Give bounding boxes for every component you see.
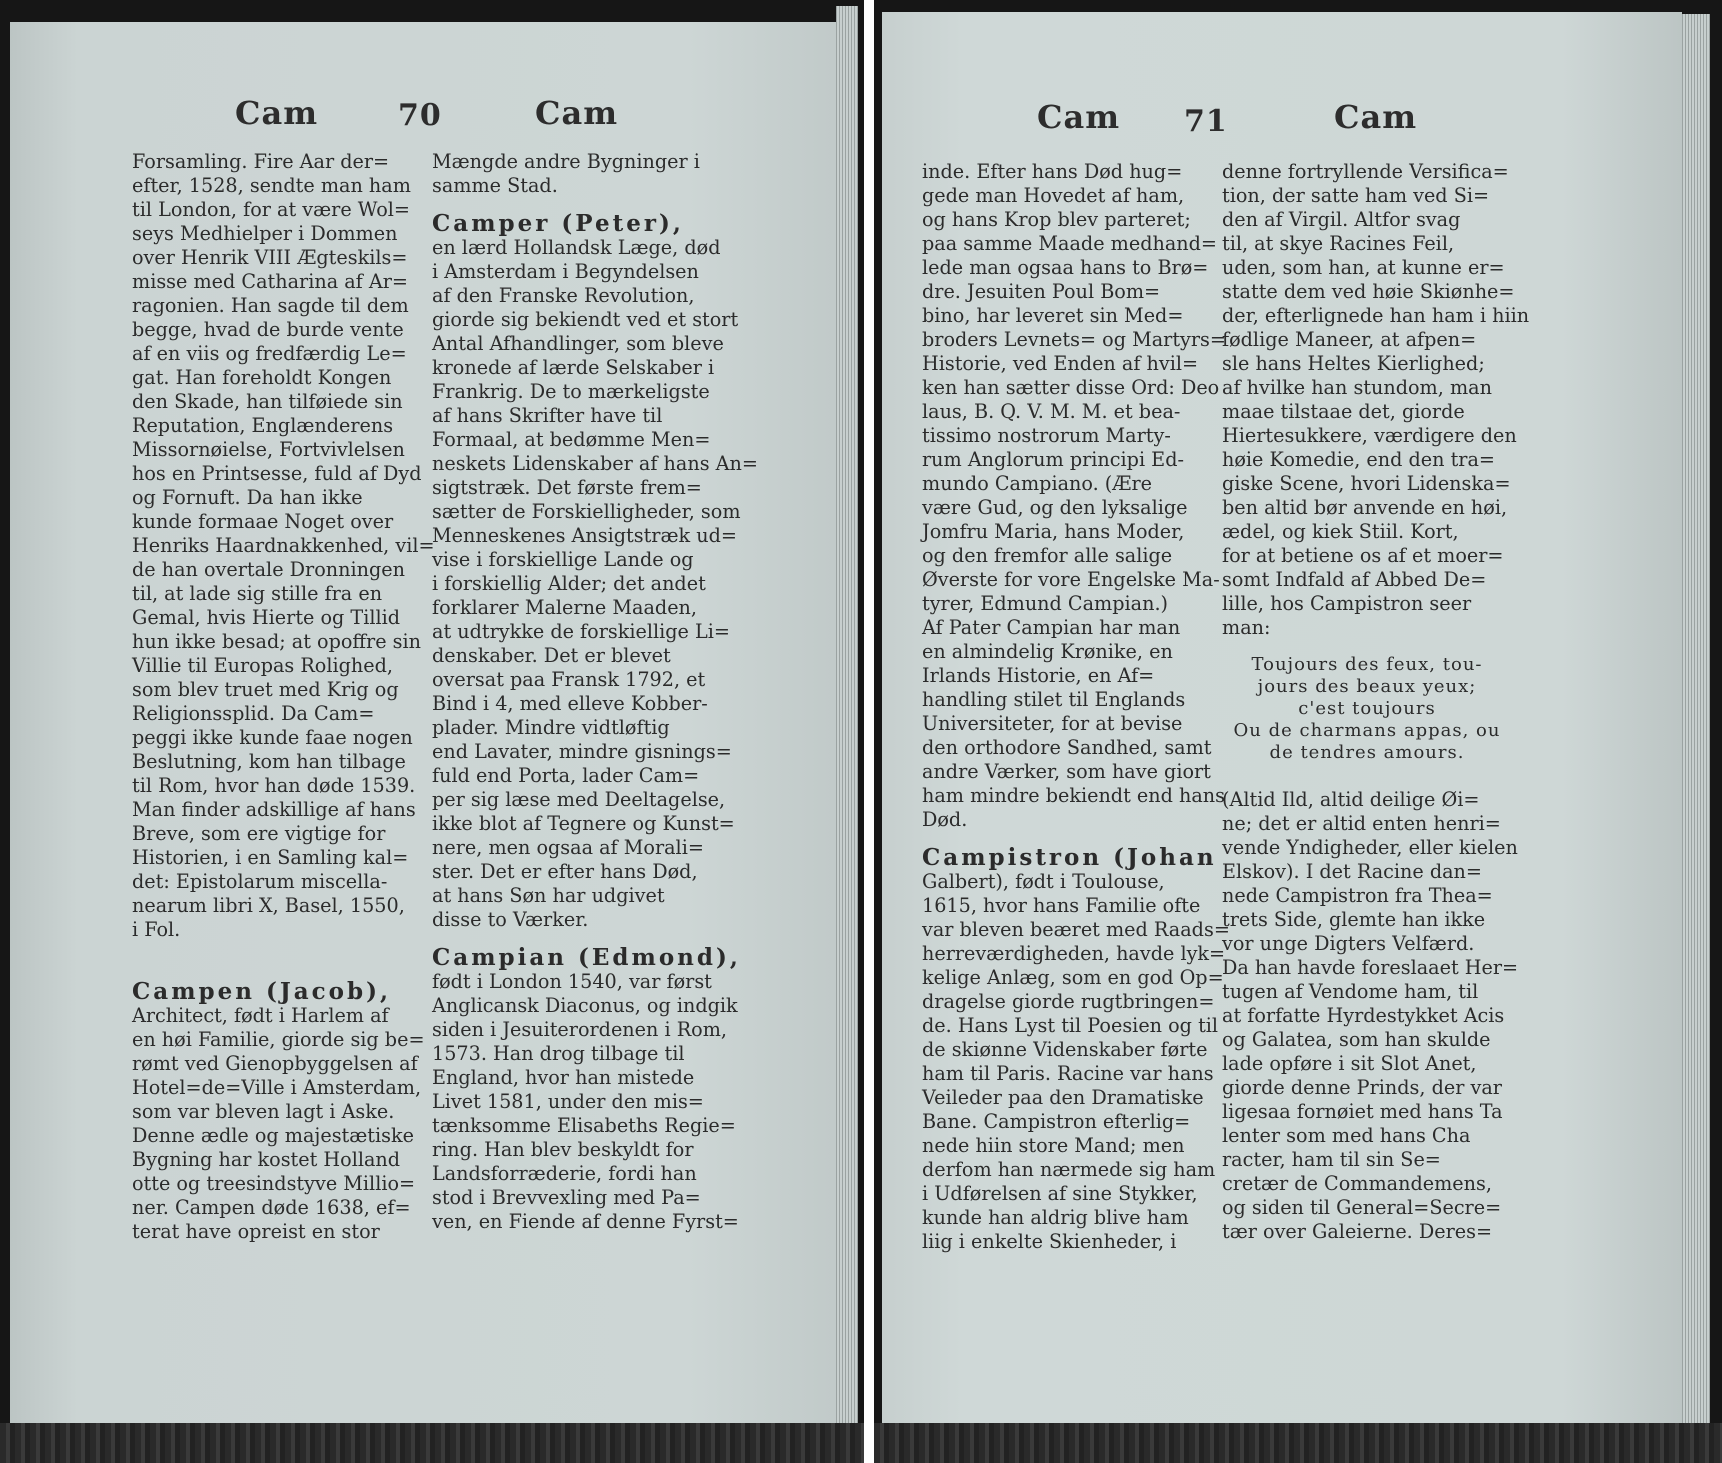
text-line: Af Pater Campian har man <box>922 616 1181 639</box>
right-page <box>882 12 1682 1434</box>
text-line: Galbert), født i Toulouse, <box>922 870 1165 893</box>
left-binding-strip <box>0 1423 864 1463</box>
text-line: herreværdigheden, havde lyk= <box>922 942 1226 965</box>
text-line: der, efterlignede han ham i hiin <box>1222 304 1530 327</box>
text-line: rum Anglorum principi Ed- <box>922 448 1184 471</box>
text-line: var bleven beæret med Raads= <box>922 918 1230 941</box>
text-line: født i London 1540, var først <box>432 970 712 993</box>
text-line: denskaber. Det er blevet <box>432 644 671 667</box>
text-line: handling stilet til Englands <box>922 688 1186 711</box>
text-line: tænksomme Elisabeths Regie= <box>432 1114 736 1137</box>
text-line: og Fornuft. Da han ikke <box>132 486 363 509</box>
text-line: Henriks Haardnakkenhed, vil= <box>132 534 435 557</box>
right-page-scan <box>874 0 1722 1463</box>
text-line: disse to Værker. <box>432 908 589 931</box>
text-line: og siden til General=Secre= <box>1222 1196 1502 1219</box>
left-page <box>10 22 858 1442</box>
text-line: ædel, og kiek Stiil. Kort, <box>1222 520 1459 543</box>
text-line: fuld end Porta, lader Cam= <box>432 764 700 787</box>
text-line: tion, der satte ham ved Si= <box>1222 184 1490 207</box>
right-page-edges <box>1682 14 1710 1440</box>
text-line: Død. <box>922 808 968 831</box>
text-line: Architect, født i Harlem af <box>132 1004 389 1027</box>
text-line: uden, som han, at kunne er= <box>1222 256 1505 279</box>
text-line: Bind i 4, med elleve Kobber- <box>432 692 708 715</box>
text-line: ham mindre bekiendt end hans <box>922 784 1225 807</box>
text-line: af hvilke han stundom, man <box>1222 376 1492 399</box>
text-line: de han overtale Dronningen <box>132 558 405 581</box>
text-line: i Udførelsen af sine Stykker, <box>922 1182 1198 1205</box>
text-line: Veileder paa den Dramatiske <box>922 1086 1204 1109</box>
text-line: hos en Printsesse, fuld af Dyd <box>132 462 422 485</box>
text-line: neskets Lidenskaber af hans An= <box>432 452 758 475</box>
text-line: Anglicansk Diaconus, og indgik <box>432 994 738 1017</box>
text-line: misse med Catharina af Ar= <box>132 270 408 293</box>
text-line: de. Hans Lyst til Poesien og til <box>922 1014 1219 1037</box>
quotation-line: jours des beaux yeux; <box>1257 676 1477 697</box>
text-line: kunde han aldrig blive ham <box>922 1206 1189 1229</box>
text-line: gede man Hovedet af ham, <box>922 184 1185 207</box>
text-line: trets Side, glemte han ikke <box>1222 908 1486 931</box>
text-line: Breve, som ere vigtige for <box>132 822 386 845</box>
text-line: peggi ikke kunde faae nogen <box>132 726 413 749</box>
text-line: nearum libri X, Basel, 1550, <box>132 894 405 917</box>
text-line: sigtstræk. Det første frem= <box>432 476 702 499</box>
text-line: ven, en Fiende af denne Fyrst= <box>432 1210 739 1233</box>
text-line: en høi Familie, giorde sig be= <box>132 1028 425 1051</box>
text-line: ben altid bør anvende en høi, <box>1222 496 1508 519</box>
text-line: dre. Jesuiten Poul Bom= <box>922 280 1161 303</box>
left-header-right: Cam <box>535 94 619 132</box>
left-column-1 <box>132 150 435 1244</box>
text-line: lede man ogsaa hans to Brø= <box>922 256 1209 279</box>
right-header-left: Cam <box>1037 98 1121 136</box>
text-line: liig i enkelte Skienheder, i <box>922 1230 1177 1253</box>
text-line: Jomfru Maria, hans Moder, <box>922 520 1185 543</box>
text-line: ham til Paris. Racine var hans <box>922 1062 1214 1085</box>
text-line: kelige Anlæg, som en god Op= <box>922 966 1224 989</box>
text-line: 1573. Han drog tilbage til <box>432 1042 685 1065</box>
text-line: tær over Galeierne. Deres= <box>1222 1220 1493 1243</box>
right-binding-strip <box>874 1423 1722 1463</box>
text-line: begge, hvad de burde vente <box>132 318 404 341</box>
text-line: høie Komedie, end den tra= <box>1222 448 1495 471</box>
entry-heading: Campen (Jacob), <box>132 978 391 1005</box>
paragraph-gap <box>1222 640 1522 654</box>
text-line: Hiertesukkere, værdigere den <box>1222 424 1517 447</box>
text-line: kronede af lærde Selskaber i <box>432 356 715 379</box>
text-line: Formaal, at bedømme Men= <box>432 428 711 451</box>
left-column-2 <box>432 150 758 1234</box>
text-line: lenter som med hans Cha <box>1222 1124 1471 1147</box>
text-line: i Fol. <box>132 918 181 941</box>
text-line: af hans Skrifter have til <box>432 404 663 427</box>
quotation-line: c'est toujours <box>1298 698 1436 719</box>
text-line: stod i Brevvexling med Pa= <box>432 1186 701 1209</box>
text-line: seys Medhielper i Dommen <box>132 222 398 245</box>
text-line: paa samme Maade medhand= <box>922 232 1217 255</box>
text-line: gat. Han foreholdt Kongen <box>132 366 392 389</box>
text-line: ligesaa fornøiet med hans Ta <box>1222 1100 1503 1123</box>
text-line: end Lavater, mindre gisnings= <box>432 740 732 763</box>
text-line: den Skade, han tilføiede sin <box>132 390 403 413</box>
text-line: over Henrik VIII Ægteskils= <box>132 246 408 269</box>
text-line: det: Epistolarum miscella- <box>132 870 388 893</box>
left-page-edges <box>836 6 858 1446</box>
text-line: cretær de Commandemens, <box>1222 1172 1492 1195</box>
text-line: Elskov). I det Racine dan= <box>1222 860 1482 883</box>
text-line: at udtrykke de forskiellige Li= <box>432 620 730 643</box>
text-line: en lærd Hollandsk Læge, død <box>432 236 721 259</box>
text-line: tugen af Vendome ham, til <box>1222 980 1479 1003</box>
quotation-line: Ou de charmans appas, ou <box>1233 720 1501 741</box>
text-line: hun ikke besad; at opoffre sin <box>132 630 422 653</box>
text-line: mundo Campiano. (Ære <box>922 472 1153 495</box>
text-line: vise i forskiellige Lande og <box>432 548 694 571</box>
text-line: Villie til Europas Rolighed, <box>132 654 394 677</box>
text-line: otte og treesindstyve Millio= <box>132 1172 416 1195</box>
entry-heading: Camper (Peter), <box>432 210 684 237</box>
text-line: Øverste for vore Engelske Ma- <box>922 568 1220 591</box>
text-line: plader. Mindre vidtløftig <box>432 716 670 739</box>
text-line: giorde sig bekiendt ved et stort <box>432 308 739 331</box>
text-line: efter, 1528, sendte man ham <box>132 174 411 197</box>
text-line: sle hans Heltes Kierlighed; <box>1222 352 1485 375</box>
text-line: Man finder adskillige af hans <box>132 798 416 821</box>
text-line: Hotel=de=Ville i Amsterdam, <box>132 1076 422 1099</box>
text-line: giske Scene, hvori Lidenska= <box>1222 472 1511 495</box>
text-line: Bane. Campistron efterlig= <box>922 1110 1191 1133</box>
text-line: Historien, i en Samling kal= <box>132 846 409 869</box>
text-line: at hans Søn har udgivet <box>432 884 665 907</box>
text-line: nede hiin store Mand; men <box>922 1134 1185 1157</box>
text-line: Denne ædle og majestætiske <box>132 1124 414 1147</box>
entry-heading: Campistron (Johan <box>922 844 1217 871</box>
text-line: fødlige Maneer, at afpen= <box>1222 328 1477 351</box>
text-line: dragelse giorde rugtbringen= <box>922 990 1215 1013</box>
text-line: lille, hos Campistron seer <box>1222 592 1472 615</box>
text-line: nede Campistron fra Thea= <box>1222 884 1493 907</box>
text-line: ikke blot af Tegnere og Kunst= <box>432 812 735 835</box>
text-line: statte dem ved høie Skiønhe= <box>1222 280 1515 303</box>
text-line: Reputation, Englænderens <box>132 414 394 437</box>
text-line: Gemal, hvis Hierte og Tillid <box>132 606 401 629</box>
text-line: og den fremfor alle salige <box>922 544 1173 567</box>
text-line: vor unge Digters Velfærd. <box>1222 932 1475 955</box>
text-line: til London, for at være Wol= <box>132 198 410 221</box>
text-line: derfom han nærmede sig ham <box>922 1158 1216 1181</box>
text-line: (Altid Ild, altid deilige Øi= <box>1222 788 1480 811</box>
text-line: Forsamling. Fire Aar der= <box>132 150 390 173</box>
text-line: ragonien. Han sagde til dem <box>132 294 409 317</box>
text-line: giorde denne Prinds, der var <box>1222 1076 1502 1099</box>
text-line: nere, men ogsaa af Morali= <box>432 836 704 859</box>
text-line: 1615, hvor hans Familie ofte <box>922 894 1201 917</box>
text-line: forklarer Malerne Maaden, <box>432 596 698 619</box>
text-line: Frankrig. De to mærkeligste <box>432 380 710 403</box>
text-line: samme Stad. <box>432 174 558 197</box>
right-page-number: 71 <box>1184 104 1228 139</box>
text-line: og Galatea, som han skulde <box>1222 1028 1491 1051</box>
text-line: siden i Jesuiterordenen i Rom, <box>432 1018 727 1041</box>
text-line: maae tilstaae det, giorde <box>1222 400 1465 423</box>
entry-heading: Campian (Edmond), <box>432 944 741 971</box>
paragraph-gap <box>1222 764 1522 788</box>
text-line: Da han havde foreslaaet Her= <box>1222 956 1519 979</box>
text-line: Bygning har kostet Holland <box>132 1148 401 1171</box>
text-line: Historie, ved Enden af hvil= <box>922 352 1199 375</box>
text-line: og hans Krop blev parteret; <box>922 208 1191 231</box>
text-line: Missornøielse, Fortvivlelsen <box>132 438 405 461</box>
left-page-number: 70 <box>398 98 442 133</box>
text-line: Landsforræderie, fordi han <box>432 1162 697 1185</box>
text-line: Livet 1581, under den mis= <box>432 1090 704 1113</box>
text-line: bino, har leveret sin Med= <box>922 304 1184 327</box>
text-line: racter, ham til sin Se= <box>1222 1148 1441 1171</box>
quotation-line: Toujours des feux, tou- <box>1251 654 1483 675</box>
text-line: inde. Efter hans Død hug= <box>922 160 1183 183</box>
text-line: til, at skye Racines Feil, <box>1222 232 1455 255</box>
text-line: Menneskenes Ansigtstræk ud= <box>432 524 737 547</box>
text-line: sætter de Forskielligheder, som <box>432 500 741 523</box>
text-line: vende Yndigheder, eller kielen <box>1222 836 1518 859</box>
text-line: ster. Det er efter hans Død, <box>432 860 698 883</box>
text-line: af den Franske Revolution, <box>432 284 695 307</box>
text-line: laus, B. Q. V. M. M. et bea- <box>922 400 1181 423</box>
text-line: den af Virgil. Altfor svag <box>1222 208 1461 231</box>
text-line: andre Værker, som have giort <box>922 760 1211 783</box>
text-line: terat have opreist en stor <box>132 1220 380 1243</box>
text-line: denne fortryllende Versifica= <box>1222 160 1509 183</box>
text-line: Antal Afhandlinger, som bleve <box>432 332 724 355</box>
text-line: for at betiene os af et moer= <box>1222 544 1504 567</box>
text-line: ner. Campen døde 1638, ef= <box>132 1196 411 1219</box>
right-column-1 <box>922 160 1230 1254</box>
text-line: en almindelig Krønike, en <box>922 640 1173 663</box>
text-line: den orthodore Sandhed, samt <box>922 736 1212 759</box>
text-line: ne; det er altid enten henri= <box>1222 812 1501 835</box>
text-line: Beslutning, kom han tilbage <box>132 750 406 773</box>
text-line: som var bleven lagt i Aske. <box>132 1100 395 1123</box>
text-line: være Gud, og den lyksalige <box>922 496 1188 519</box>
text-line: lade opføre i sit Slot Anet, <box>1222 1052 1477 1075</box>
text-line: til, at lade sig stille fra en <box>132 582 383 605</box>
text-line: de skiønne Videnskaber førte <box>922 1038 1208 1061</box>
text-line: England, hvor han mistede <box>432 1066 695 1089</box>
text-line: oversat paa Fransk 1792, et <box>432 668 706 691</box>
text-line: Mængde andre Bygninger i <box>432 150 700 173</box>
text-line: ring. Han blev beskyldt for <box>432 1138 694 1161</box>
text-line: i forskiellig Alder; det andet <box>432 572 706 595</box>
right-header-right: Cam <box>1334 98 1418 136</box>
french-quotation <box>1222 654 1512 764</box>
text-line: kunde formaae Noget over <box>132 510 394 533</box>
text-line: Universiteter, for at bevise <box>922 712 1183 735</box>
text-line: per sig læse med Deeltagelse, <box>432 788 726 811</box>
text-line: man: <box>1222 616 1271 639</box>
text-line: tissimo nostrorum Marty- <box>922 424 1171 447</box>
text-line: til Rom, hvor han døde 1539. <box>132 774 416 797</box>
text-line: Irlands Historie, en Af= <box>922 664 1155 687</box>
text-line: i Amsterdam i Begyndelsen <box>432 260 699 283</box>
text-line: af en viis og fredfærdig Le= <box>132 342 407 365</box>
quotation-line: de tendres amours. <box>1269 742 1465 763</box>
right-column-2 <box>1222 160 1530 1244</box>
text-line: som blev truet med Krig og <box>132 678 399 701</box>
left-header-left: Cam <box>235 94 319 132</box>
text-line: at forfatte Hyrdestykket Acis <box>1222 1004 1505 1027</box>
text-line: ken han sætter disse Ord: Deo <box>922 376 1220 399</box>
text-line: somt Indfald af Abbed De= <box>1222 568 1487 591</box>
paragraph-gap <box>132 942 422 980</box>
text-line: Religionssplid. Da Cam= <box>132 702 375 725</box>
text-line: rømt ved Gienopbyggelsen af <box>132 1052 418 1075</box>
text-line: tyrer, Edmund Campian.) <box>922 592 1169 615</box>
text-line: broders Levnets= og Martyrs= <box>922 328 1226 351</box>
